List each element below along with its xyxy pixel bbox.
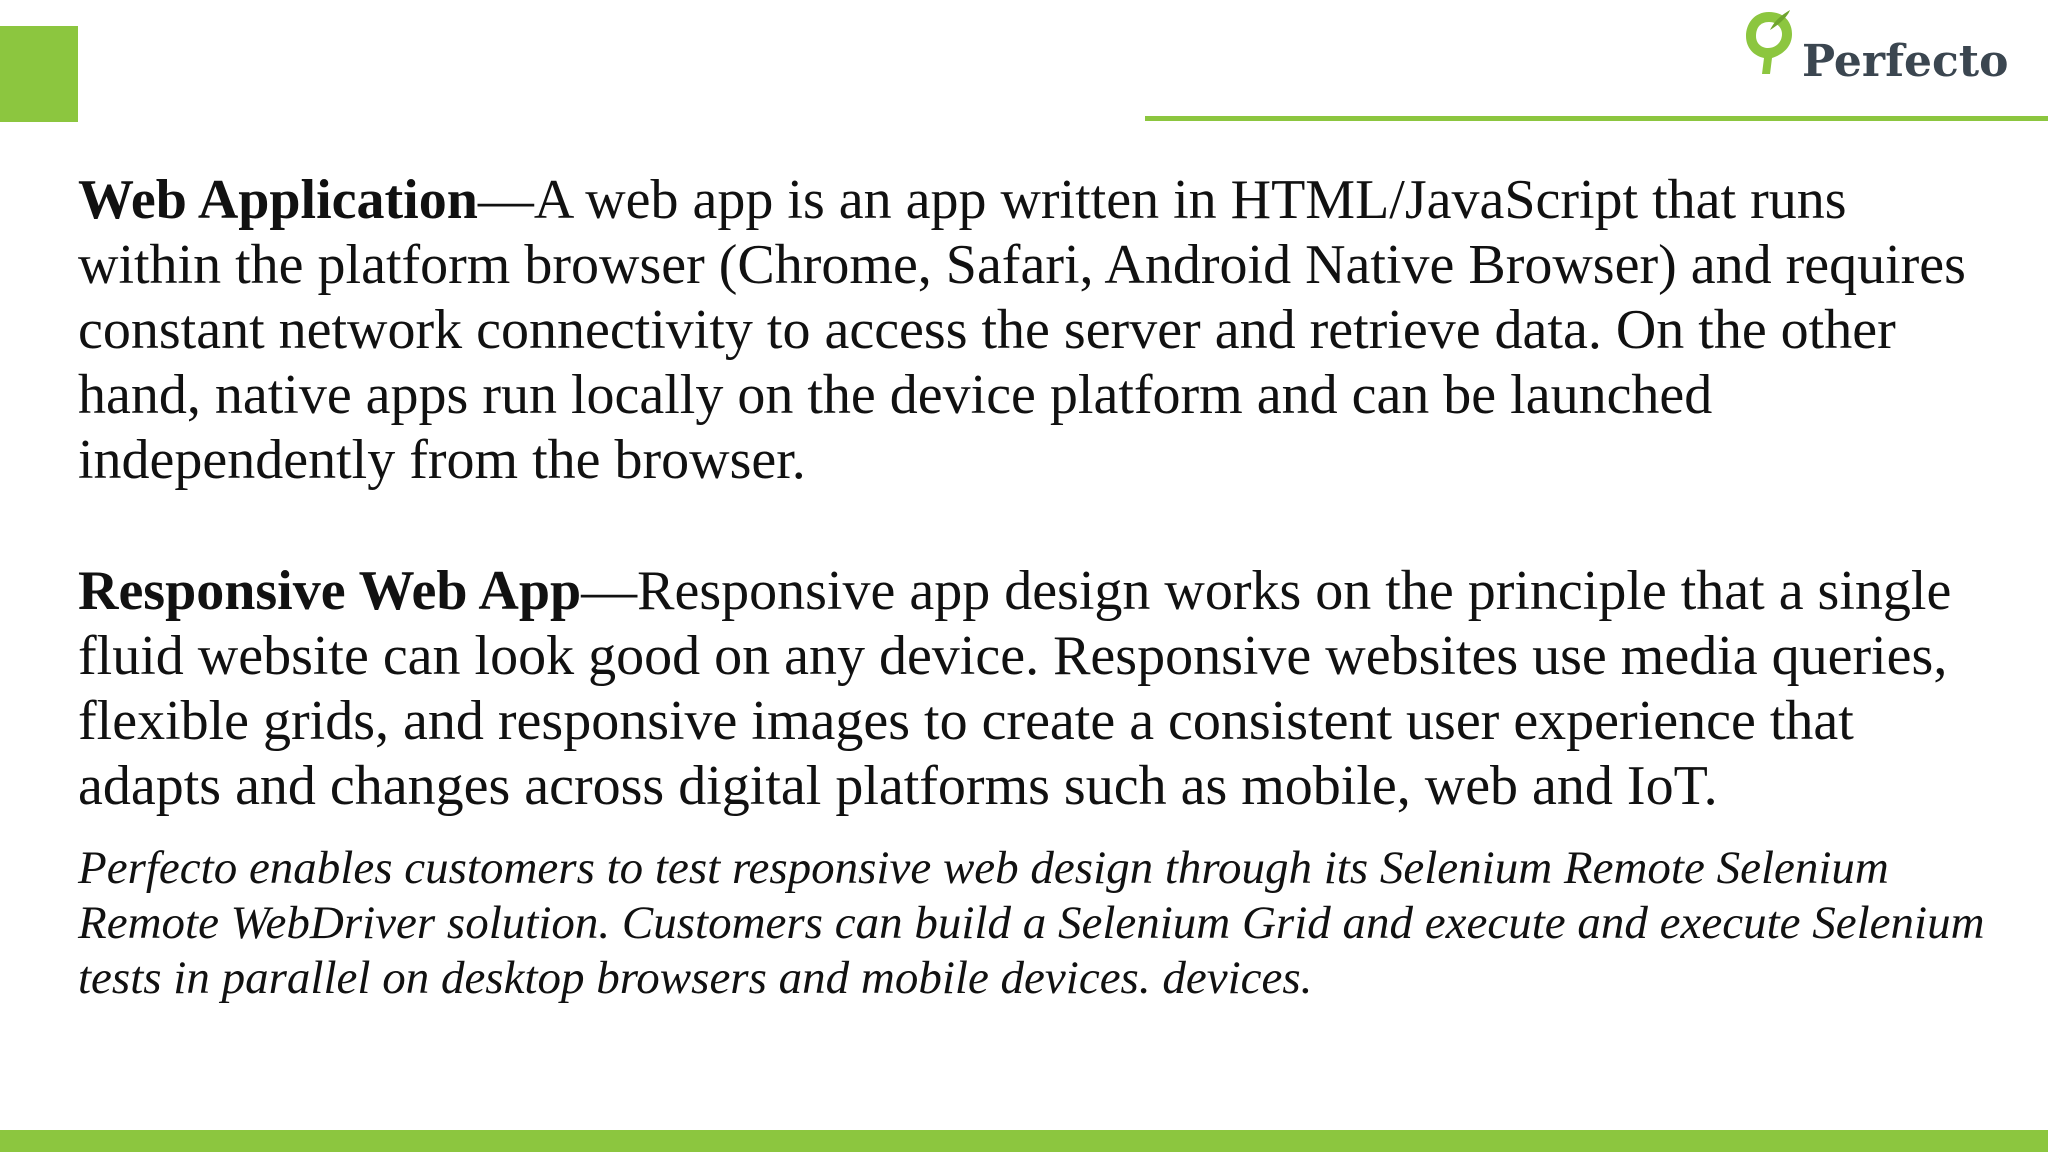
paragraph-responsive-web-app bbox=[78, 559, 1978, 819]
slide-body bbox=[78, 168, 1985, 1006]
perfecto-note: Perfecto enables customers to test responsive web design through its Selenium Remote Selenium Remote WebDriver solution. Customers can build a Selenium Grid and execute and execute Selenium tests in parallel on desktop browsers and mobile devices. devices. bbox=[78, 842, 1985, 1004]
brand-logo bbox=[1740, 8, 2010, 98]
definition-responsive-web-app: —Responsive app design works on the principle that a single fluid website can look good on any device. Responsive websites use media queries, flexible grids, and responsive images to create a consistent user experience that adapts and changes across digital platforms such as mobile, web and IoT. bbox=[78, 560, 1952, 817]
corner-accent-square bbox=[0, 26, 78, 122]
paragraph-web-application bbox=[78, 168, 1978, 493]
footer-accent-bar bbox=[0, 1130, 2048, 1152]
perfecto-leaf-icon bbox=[1740, 8, 1798, 82]
brand-name: Perfecto bbox=[1802, 36, 2009, 87]
term-responsive-web-app: Responsive Web App bbox=[78, 560, 582, 622]
definition-web-application: —A web app is an app written in HTML/JavaScript that runs within the platform browser (Chrome, Safari, Android Native Browser) and requires constant network connectivity to access the server and retrieve data. On the other hand, native apps run locally on the device platform and can be launched independently from the browser. bbox=[78, 169, 1966, 491]
term-web-application: Web Application bbox=[78, 169, 478, 231]
header-divider bbox=[1145, 116, 2048, 121]
